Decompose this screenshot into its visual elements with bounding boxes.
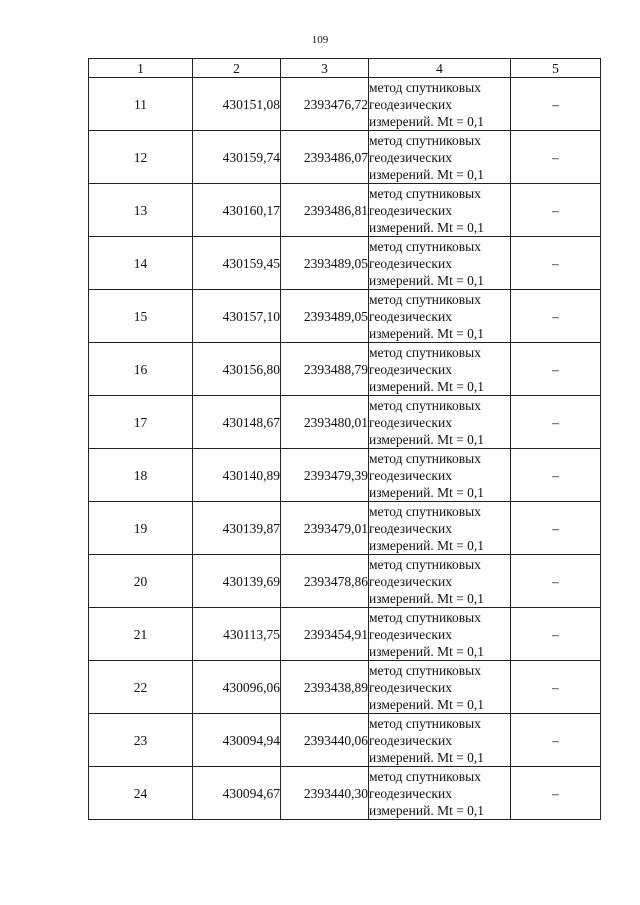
y-coordinate-cell: 2393486,81	[281, 184, 369, 237]
y-coordinate-cell: 2393440,30	[281, 767, 369, 820]
x-coordinate-cell: 430148,67	[193, 396, 281, 449]
note-cell: –	[511, 184, 601, 237]
note-cell: –	[511, 502, 601, 555]
table-row	[89, 449, 601, 502]
column-header-5: 5	[511, 59, 601, 78]
x-coordinate-cell: 430160,17	[193, 184, 281, 237]
y-coordinate-cell: 2393488,79	[281, 343, 369, 396]
column-header-2: 2	[193, 59, 281, 78]
method-cell: метод спутниковых геодезических измерений. Mt = 0,1	[369, 767, 511, 820]
method-cell: метод спутниковых геодезических измерений. Mt = 0,1	[369, 449, 511, 502]
y-coordinate-cell: 2393486,07	[281, 131, 369, 184]
y-coordinate-cell: 2393479,01	[281, 502, 369, 555]
table-row	[89, 714, 601, 767]
table-row	[89, 555, 601, 608]
note-cell: –	[511, 449, 601, 502]
method-cell: метод спутниковых геодезических измерений. Mt = 0,1	[369, 237, 511, 290]
method-cell: метод спутниковых геодезических измерений. Mt = 0,1	[369, 555, 511, 608]
table-row	[89, 290, 601, 343]
y-coordinate-cell: 2393489,05	[281, 237, 369, 290]
column-header-1: 1	[89, 59, 193, 78]
note-cell: –	[511, 237, 601, 290]
method-cell: метод спутниковых геодезических измерений. Mt = 0,1	[369, 184, 511, 237]
y-coordinate-cell: 2393454,91	[281, 608, 369, 661]
y-coordinate-cell: 2393489,05	[281, 290, 369, 343]
x-coordinate-cell: 430096,06	[193, 661, 281, 714]
note-cell: –	[511, 767, 601, 820]
y-coordinate-cell: 2393479,39	[281, 449, 369, 502]
point-number-cell: 21	[89, 608, 193, 661]
x-coordinate-cell: 430159,45	[193, 237, 281, 290]
table-row	[89, 184, 601, 237]
note-cell: –	[511, 343, 601, 396]
method-cell: метод спутниковых геодезических измерений. Mt = 0,1	[369, 343, 511, 396]
x-coordinate-cell: 430151,08	[193, 78, 281, 131]
table-body	[89, 78, 601, 820]
x-coordinate-cell: 430139,87	[193, 502, 281, 555]
method-cell: метод спутниковых геодезических измерений. Mt = 0,1	[369, 714, 511, 767]
point-number-cell: 13	[89, 184, 193, 237]
y-coordinate-cell: 2393440,06	[281, 714, 369, 767]
y-coordinate-cell: 2393476,72	[281, 78, 369, 131]
x-coordinate-cell: 430094,94	[193, 714, 281, 767]
table-row	[89, 237, 601, 290]
point-number-cell: 24	[89, 767, 193, 820]
note-cell: –	[511, 396, 601, 449]
point-number-cell: 23	[89, 714, 193, 767]
page-number: 109	[311, 34, 329, 46]
x-coordinate-cell: 430094,67	[193, 767, 281, 820]
point-number-cell: 11	[89, 78, 193, 131]
method-cell: метод спутниковых геодезических измерений. Mt = 0,1	[369, 131, 511, 184]
x-coordinate-cell: 430157,10	[193, 290, 281, 343]
note-cell: –	[511, 290, 601, 343]
note-cell: –	[511, 661, 601, 714]
header-row	[89, 59, 601, 78]
note-cell: –	[511, 131, 601, 184]
table-row	[89, 78, 601, 131]
method-cell: метод спутниковых геодезических измерений. Mt = 0,1	[369, 608, 511, 661]
table-row	[89, 661, 601, 714]
column-header-3: 3	[281, 59, 369, 78]
x-coordinate-cell: 430156,80	[193, 343, 281, 396]
table-row	[89, 131, 601, 184]
point-number-cell: 15	[89, 290, 193, 343]
point-number-cell: 16	[89, 343, 193, 396]
point-number-cell: 18	[89, 449, 193, 502]
point-number-cell: 22	[89, 661, 193, 714]
table-row	[89, 767, 601, 820]
table-row	[89, 502, 601, 555]
y-coordinate-cell: 2393480,01	[281, 396, 369, 449]
table-row	[89, 343, 601, 396]
point-number-cell: 14	[89, 237, 193, 290]
method-cell: метод спутниковых геодезических измерений. Mt = 0,1	[369, 661, 511, 714]
note-cell: –	[511, 714, 601, 767]
x-coordinate-cell: 430139,69	[193, 555, 281, 608]
x-coordinate-cell: 430113,75	[193, 608, 281, 661]
point-number-cell: 17	[89, 396, 193, 449]
method-cell: метод спутниковых геодезических измерений. Mt = 0,1	[369, 290, 511, 343]
table-row	[89, 608, 601, 661]
coordinates-table	[88, 58, 601, 820]
table-header	[89, 59, 601, 78]
method-cell: метод спутниковых геодезических измерений. Mt = 0,1	[369, 78, 511, 131]
y-coordinate-cell: 2393478,86	[281, 555, 369, 608]
y-coordinate-cell: 2393438,89	[281, 661, 369, 714]
point-number-cell: 20	[89, 555, 193, 608]
column-header-4: 4	[369, 59, 511, 78]
x-coordinate-cell: 430159,74	[193, 131, 281, 184]
note-cell: –	[511, 78, 601, 131]
note-cell: –	[511, 608, 601, 661]
x-coordinate-cell: 430140,89	[193, 449, 281, 502]
note-cell: –	[511, 555, 601, 608]
method-cell: метод спутниковых геодезических измерений. Mt = 0,1	[369, 502, 511, 555]
point-number-cell: 12	[89, 131, 193, 184]
method-cell: метод спутниковых геодезических измерений. Mt = 0,1	[369, 396, 511, 449]
point-number-cell: 19	[89, 502, 193, 555]
table-row	[89, 396, 601, 449]
